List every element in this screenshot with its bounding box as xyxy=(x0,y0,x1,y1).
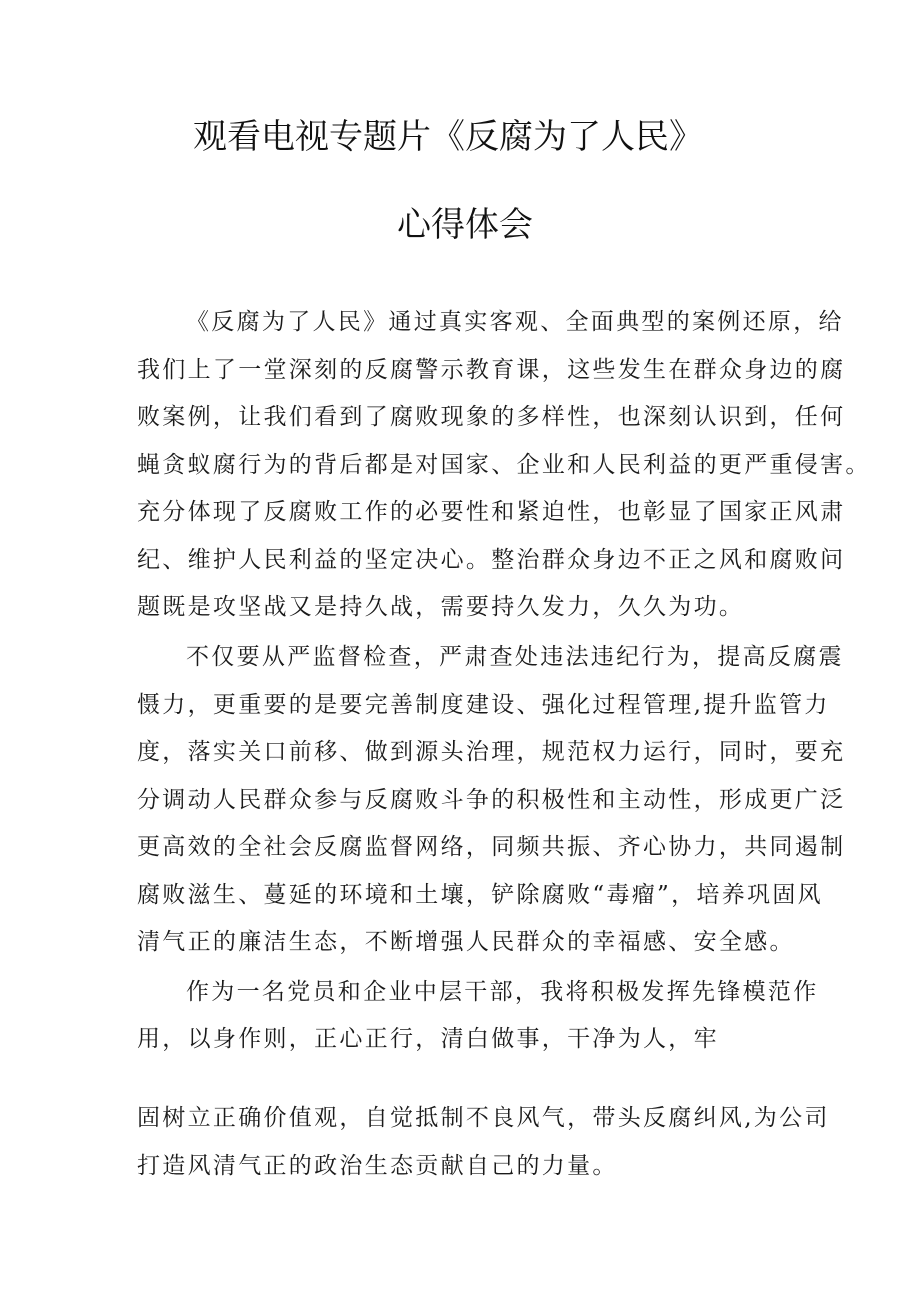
paragraph2-line: 清气正的廉洁生态，不断增强人民群众的幸福感、安全感。 xyxy=(137,929,795,955)
paragraph1-line: 蝇贪蚁腐行为的背后都是对国家、企业和人民利益的更严重侵害。 xyxy=(137,452,871,478)
paragraph3-line: 用，以身作则，正心正行，清白做事，干净为人，牢 xyxy=(137,1026,719,1052)
paragraph2-line: 慑力，更重要的是要完善制度建设、强化过程管理,提升监管力 xyxy=(137,692,830,718)
paragraph1-line: 题既是攻坚战又是持久战，需要持久发力，久久为功。 xyxy=(137,594,745,620)
paragraph1-line: 我们上了一堂深刻的反腐警示教育课，这些发生在群众身边的腐 xyxy=(137,357,846,383)
paragraph1-line: 纪、维护人民利益的坚定决心。整治群众身边不正之风和腐败问 xyxy=(137,547,846,573)
paragraph2-line: 度，落实关口前移、做到源头治理，规范权力运行，同时，要充 xyxy=(137,739,846,765)
document-title-line2: 心得体会 xyxy=(397,205,533,245)
paragraph2-line: 不仅要从严监督检查，严肃查处违法违纪行为，提高反腐震 xyxy=(186,644,844,670)
document-title-line1: 观看电视专题片《反腐为了人民》 xyxy=(193,117,703,157)
paragraph3-line: 固树立正确价值观，自觉抵制不良风气，带头反腐纠风,为公司 xyxy=(137,1105,830,1131)
paragraph2-line: 更高效的全社会反腐监督网络，同频共振、齐心协力，共同遏制 xyxy=(137,834,846,860)
paragraph2-line: 分调动人民群众参与反腐败斗争的积极性和主动性，形成更广泛 xyxy=(137,787,846,813)
paragraph2-line: 腐败滋生、蔓延的环境和土壤，铲除腐败“毒瘤”，培养巩固风 xyxy=(137,882,823,908)
paragraph3-line: 打造风清气正的政治生态贡献自己的力量。 xyxy=(137,1153,618,1179)
paragraph3-line: 作为一名党员和企业中层干部，我将积极发挥先锋模范作 xyxy=(186,979,819,1005)
paragraph1-line: 充分体现了反腐败工作的必要性和紧迫性，也彰显了国家正风肃 xyxy=(137,499,846,525)
paragraph1-line: 《反腐为了人民》通过真实客观、全面典型的案例还原，给 xyxy=(186,309,844,335)
paragraph1-line: 败案例，让我们看到了腐败现象的多样性，也深刻认识到，任何 xyxy=(137,404,846,430)
